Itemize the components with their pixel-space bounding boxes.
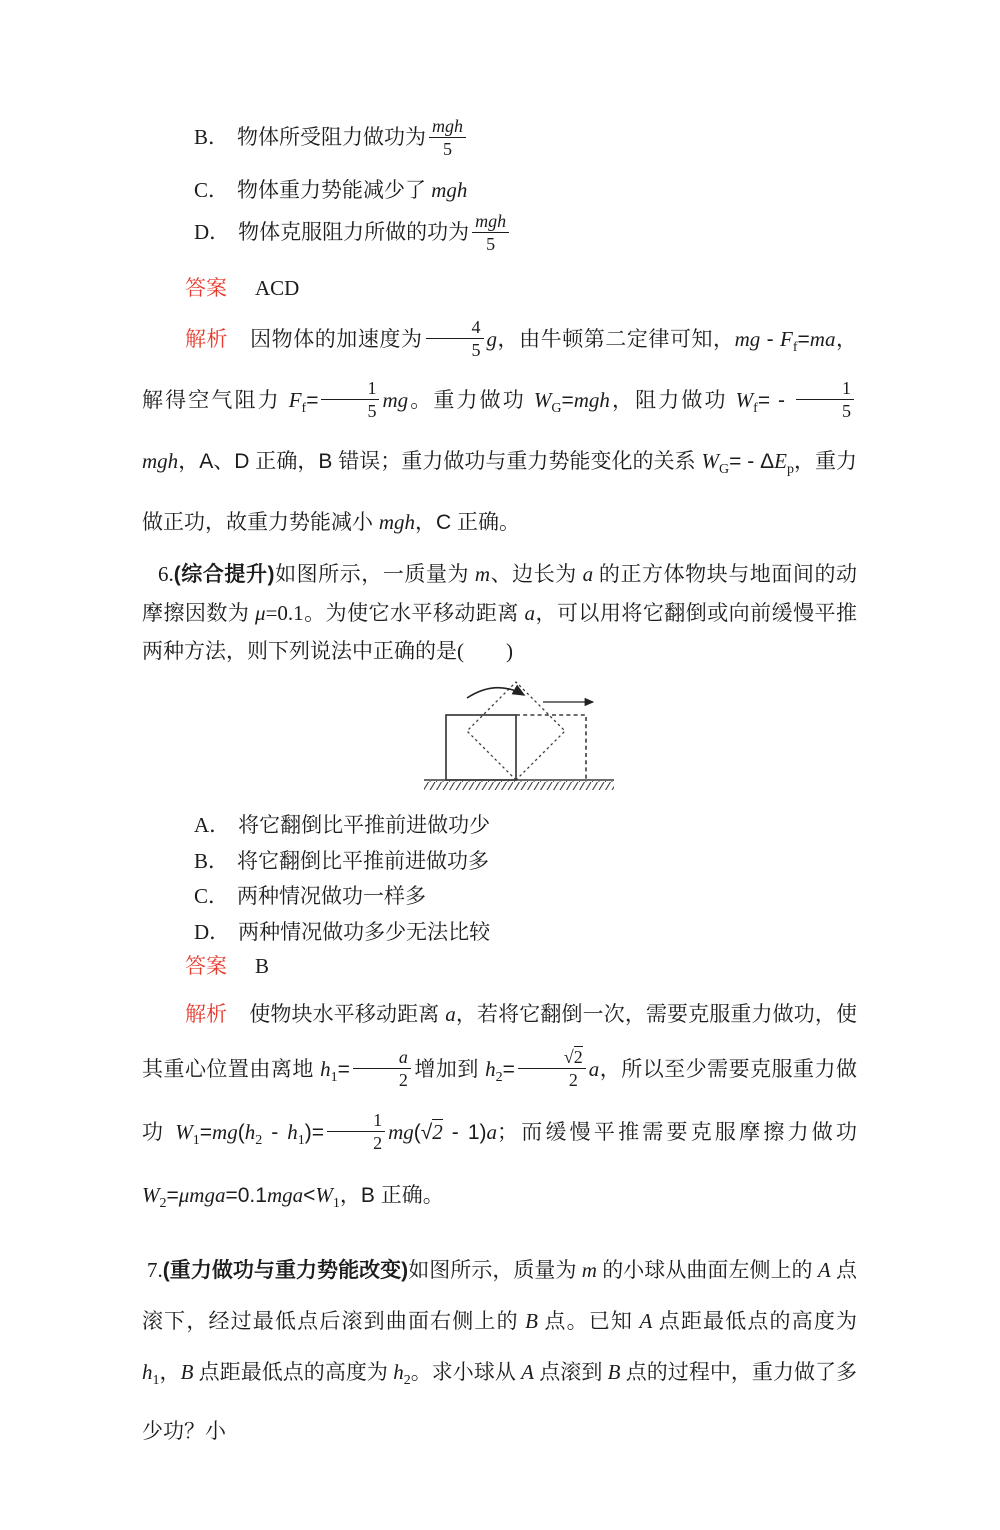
answer-label: 答案 (185, 955, 227, 978)
q5-answer-row (185, 274, 857, 303)
option-label: D． (194, 919, 231, 944)
analysis-label: 解析 (185, 1003, 228, 1026)
q5-options (142, 116, 857, 258)
cube-flip-diagram (410, 674, 640, 796)
option-label: C． (194, 178, 230, 202)
option-text: 两种情况做功多少无法比较 (238, 919, 491, 944)
worksheet-page (142, 116, 857, 1457)
q7-stem: 7.(重力做功与重力势能改变)如图所示，质量为 m 的小球从曲面左侧上的 A 点滚下，经过最低点后滚到曲面右侧上的 B 点。已知 A 点距最低点的高度为 $h_1$，B 点距最低点的高度为 $h_2$。求小球从 A 点滚到 B 点的过程中，重力做了多少功？小 (142, 1258, 858, 1443)
q6-stem: 6.(综合提升)如图所示，一质量为 m、边长为 a 的正方体物块与地面间的动摩擦因数为 μ=0.1。为使它水平移动距离 a，可以用将它翻倒或向前缓慢平推两种方法，则下列说法中正确的是( ) (142, 562, 858, 663)
q5-option-c (194, 175, 857, 205)
option-text: 将它翻倒比平推前进做功多 (237, 848, 490, 873)
ground-hatching (424, 781, 614, 790)
q6-answer-row (185, 952, 857, 981)
analysis-label: 解析 (185, 328, 229, 351)
q5-option-d (194, 211, 857, 258)
answer-value: ACD (255, 276, 300, 300)
answer-value: B (255, 954, 270, 978)
q6-option-a (194, 808, 857, 844)
option-label: B． (194, 848, 230, 873)
q6-option-d (194, 915, 857, 951)
q6-options (142, 808, 857, 950)
option-label: D． (194, 220, 231, 245)
cube-final-dashed (516, 715, 586, 780)
q6-diagram (410, 674, 640, 796)
option-text: 两种情况做功一样多 (237, 884, 427, 908)
option-text: 物体克服阻力所做的功为 $\frac{\text{mgh}}{5}$ (238, 220, 512, 244)
q5-option-b (194, 116, 857, 163)
option-label: B． (194, 125, 230, 150)
analysis-text: 使物块水平移动距离 a，若将它翻倒一次，需要克服重力做功，使其重心位置由离地 $h_1=$ $\frac{a}{2}$ 增加到 $h_2=$ $\frac{√2}{2}$ a，所以至少需要克服重力做功 $W_1=mg(h_2 - h_1)=$ $\frac{1}{2}$ mg(√2 - 1)a；而缓慢平推需要克服摩擦力做功 $W_2=\mu mga=0.1mga<W_1$，B 正确。 (142, 1002, 858, 1211)
option-label: C． (194, 884, 230, 908)
option-text: 物体重力势能减少了 mgh (237, 178, 468, 202)
q6-option-c (194, 879, 857, 915)
option-text: 将它翻倒比平推前进做功少 (238, 813, 491, 837)
q6-analysis (142, 987, 857, 1231)
q5-analysis (142, 313, 857, 549)
analysis-text: 因物体的加速度为 $\frac{4}{5}$ g，由牛顿第二定律可知，mg - $F_f=ma$，解得空气阻力 $F_f=$ $\frac{1}{5}$ mg。重力做功 $W_G=mgh$，阻力做功 $W_f=$ - $\frac{1}{5}$ mgh，A、D 正确，B 错误；重力做功与重力势能变化的关系 $W_G= - \Delta E_p$，重力做正功，故重力势能减小 mgh，C 正确。 (142, 316, 858, 534)
q6-option-b (194, 844, 857, 880)
rotation-arrow (467, 688, 524, 698)
option-text: 物体所受阻力做功为 $\frac{\text{mgh}}{5}$ (237, 125, 469, 149)
answer-label: 答案 (185, 277, 227, 300)
option-label: A． (194, 813, 231, 837)
cube-initial (446, 715, 516, 780)
